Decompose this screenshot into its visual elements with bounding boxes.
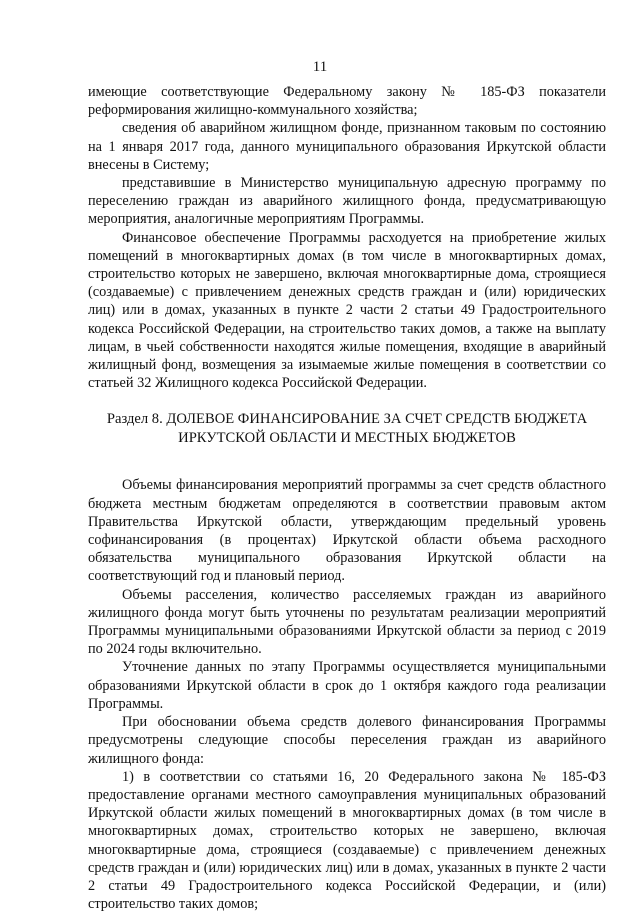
section-heading-line: Раздел 8. ДОЛЕВОЕ ФИНАНСИРОВАНИЕ ЗА СЧЕТ СРЕДСТВ БЮДЖЕТА (106, 411, 588, 428)
paragraph: 1) в соответствии со статьями 16, 20 Федерального закона № 185-ФЗ предоставление органами местного самоуправления муниципальных образований Иркутской области жилых помещений в многоквартирных домах (в том числе в многоквартирных домах, строительство которых не завершено, включая многоквартирные дома, строящиеся (создаваемые) с привлечением денежных средств граждан и (или) юридических лиц) или в домах, указанных в пункте 2 части 2 статьи 49 Градостроительного кодекса Российской Федерации, и (или) строительство таких домов; (88, 768, 606, 913)
paragraph: При обосновании объема средств долевого финансирования Программы предусмотрены следующие способы переселения граждан из аварийного жилищного фонда: (88, 714, 606, 767)
paragraph: Уточнение данных по этапу Программы осуществляется муниципальными образованиями Иркутской области в срок до 1 октября каждого года реализации Программы. (88, 659, 606, 712)
page-number: 11 (312, 59, 328, 75)
section-heading (88, 410, 606, 448)
paragraph-continuation: имеющие соответствующие Федеральному закону № 185-ФЗ показатели реформирования жилищно-коммунального хозяйства; (88, 84, 606, 119)
paragraph: Объемы расселения, количество расселяемых граждан из аварийного жилищного фонда могут быть уточнены по результатам реализации мероприятий Программы муниципальными образованиями Иркутской области за период с 2019 по 2024 годы включительно. (88, 586, 606, 658)
paragraph: сведения об аварийном жилищном фонде, признанном таковым по состоянию на 1 января 2017 года, данного муниципального образования Иркутской области внесены в Систему; (88, 120, 606, 173)
paragraph: Финансовое обеспечение Программы расходуется на приобретение жилых помещений в многоквартирных домах (в том числе в многоквартирных домах, строительство которых не завершено, включая многоквартирные дома, строящиеся (создаваемые) с привлечением денежных средств граждан и (или) юридических лиц) или в домах, указанных в пункте 2 части 2 статьи 49 Градостроительного кодекса Российской Федерации, на строительство таких домов, а также на выплату лицам, в чьей собственности находятся жилые помещения, входящие в аварийный жилищный фонд, возмещения за изымаемые жилые помещения в соответствии со статьей 32 Жилищного кодекса Российской Федерации. (88, 229, 606, 392)
document-body (88, 83, 606, 913)
paragraph: Объемы финансирования мероприятий программы за счет средств областного бюджета местным бюджетам определяются в соответствии правовым актом Правительства Иркутской области, утверждающим предельный уровень софинансирования (в процентах) Иркутской области объема расходного обязательства муниципального образования Иркутской области на соответствующий год и плановый период. (88, 477, 606, 585)
section-heading-line: ИРКУТСКОЙ ОБЛАСТИ И МЕСТНЫХ БЮДЖЕТОВ (178, 430, 516, 447)
paragraph: представившие в Министерство муниципальную адресную программу по переселению граждан из аварийного жилищного фонда, предусматривающую мероприятия, аналогичные мероприятиям Программы. (88, 175, 606, 228)
